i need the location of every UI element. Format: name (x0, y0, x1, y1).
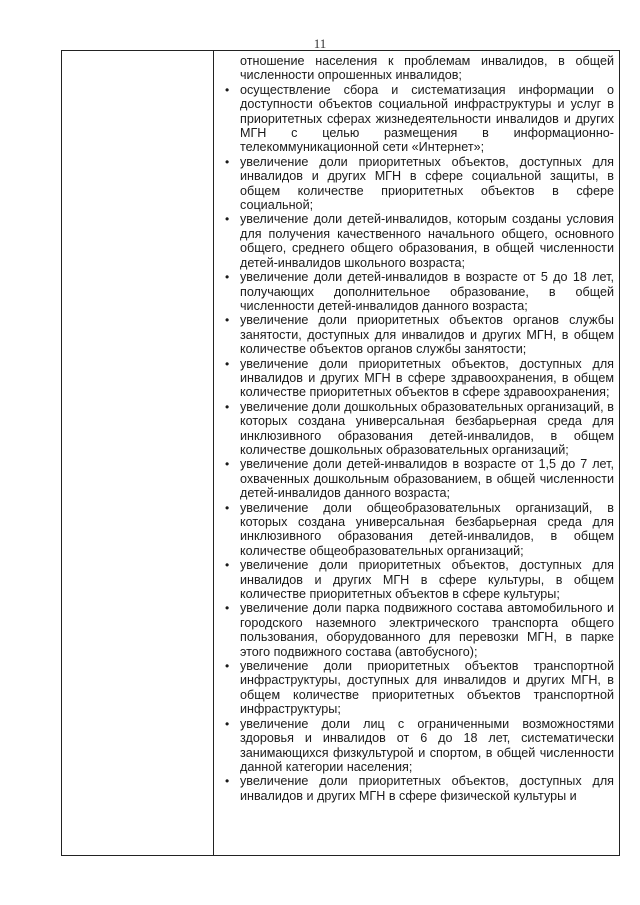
list-item (222, 659, 614, 717)
list-item-text: увеличение доли детей-инвалидов в возрасте от 1,5 до 7 лет, охваченных дошкольным образованием, в общей численности детей-инвалидов данного возраста; (240, 457, 614, 501)
list-item-text: осуществление сбора и систематизация информации о доступности объектов социальной инфраструктуры и услуг в приоритетных сферах жизнедеятельности инвалидов и других МГН с целью размещения в информационно-телекоммуникационной сети «Интернет»; (240, 82, 614, 155)
list-item-text: увеличение доли парка подвижного состава автомобильного и городского наземного электрического транспорта общего пользования, оборудованного для перевозки МГН, в парке этого подвижного состава (автобусного); (240, 601, 614, 659)
list-item (222, 774, 614, 803)
list-item (222, 83, 614, 155)
page-number: 11 (313, 36, 327, 51)
list-item-text: увеличение доли приоритетных объектов, доступных для инвалидов и других МГН в сфере социальной защиты, в общем количестве приоритетных объектов в сфере социальной; (240, 154, 614, 213)
list-item (222, 501, 614, 559)
bullet-icon: • (225, 313, 230, 328)
list-item-text: увеличение доли приоритетных объектов, доступных для инвалидов и других МГН в сфере культуры, в общем количестве приоритетных объектов в сфере культуры; (240, 558, 614, 602)
bullet-icon: • (225, 212, 230, 227)
bullet-icon: • (225, 457, 230, 472)
list-item (222, 313, 614, 356)
bullet-icon: • (225, 270, 230, 285)
list-item-text: увеличение доли приоритетных объектов, доступных для инвалидов и других МГН в сфере физической культуры и (240, 774, 614, 803)
list-item-text: увеличение доли дошкольных образовательных организаций, в которых создана универсальная безбарьерная среда для инклюзивного образования детей-инвалидов, в общем количестве дошкольных образовательных организаций; (240, 399, 614, 457)
list-item (222, 457, 614, 500)
list-item-text: увеличение доли приоритетных объектов органов службы занятости, доступных для инвалидов и других МГН, в общем количестве объектов органов службы занятости; (240, 313, 614, 357)
bullet-icon: • (225, 399, 230, 414)
list-item (222, 558, 614, 601)
list-item-text: увеличение доли детей-инвалидов, которым созданы условия для получения качественного начального общего, основного общего, среднего общего образования, в общей численности детей-инвалидов школьного возраста; (240, 212, 614, 270)
bullet-icon: • (225, 716, 230, 731)
bullet-list (222, 83, 614, 803)
list-item (222, 400, 614, 458)
list-item (222, 601, 614, 659)
list-item (222, 270, 614, 313)
table-column-divider (213, 51, 214, 855)
bullet-icon: • (225, 356, 230, 371)
bullet-icon: • (225, 82, 230, 97)
list-item-text: увеличение доли детей-инвалидов в возрасте от 5 до 18 лет, получающих дополнительное образование, в общей численности детей-инвалидов данного возраста; (240, 270, 614, 313)
bullet-icon: • (225, 154, 230, 169)
list-item (222, 212, 614, 270)
list-item-text: увеличение доли приоритетных объектов, доступных для инвалидов и других МГН в сфере здравоохранения, в общем количестве приоритетных объектов в сфере здравоохранения; (240, 356, 614, 400)
bullet-icon: • (225, 774, 230, 789)
list-item-text: увеличение доли лиц с ограниченными возможностями здоровья и инвалидов от 6 до 18 лет, систематически занимающихся физкультурой и спортом, в общей численности данной категории населения; (240, 716, 614, 774)
list-item (222, 717, 614, 775)
list-item-text: увеличение доли приоритетных объектов транспортной инфраструктуры, доступных для инвалидов и других МГН, в общем количестве приоритетных объектов транспортной инфраструктуры; (240, 659, 614, 717)
table-cell-content (222, 54, 614, 855)
bullet-icon: • (225, 500, 230, 515)
continuation-paragraph: отношение населения к проблемам инвалидов, в общей численности опрошенных инвалидов; (240, 54, 614, 83)
bullet-icon: • (225, 659, 230, 674)
bullet-icon: • (225, 601, 230, 616)
list-item (222, 357, 614, 400)
list-item-text: увеличение доли общеобразовательных организаций, в которых создана универсальная безбарьерная среда для инклюзивного образования детей-инвалидов, в общем количестве общеобразовательных организаций; (240, 500, 614, 558)
list-item (222, 155, 614, 213)
document-table (61, 50, 620, 856)
bullet-icon: • (225, 558, 230, 573)
